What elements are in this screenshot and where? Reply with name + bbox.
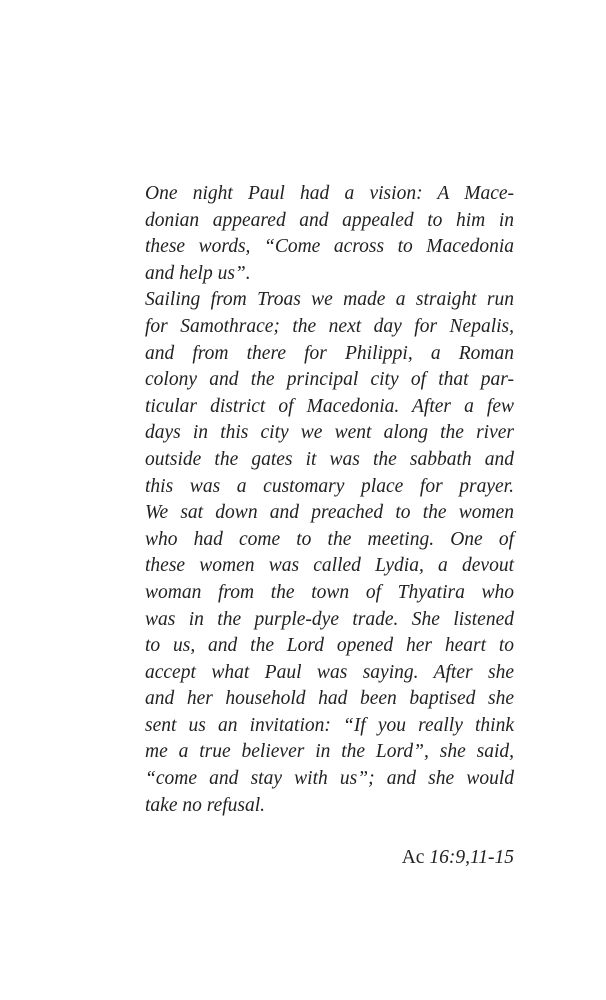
text-line: and help us”. [145, 262, 251, 284]
text-line: was in the purple-dye trade. She listened [145, 608, 514, 630]
text-line: ticular district of Macedonia. After a few [145, 395, 514, 417]
text-line: woman from the town of Thyatira who [145, 581, 514, 603]
text-line: “come and stay with us”; and she would [145, 768, 514, 790]
passage-text [145, 181, 514, 819]
text-line: Sailing from Troas we made a straight run [145, 289, 514, 311]
text-line: One night Paul had a vision: A Mace- [145, 183, 514, 204]
text-line: accept what Paul was saying. After she [145, 661, 514, 683]
scripture-reference [402, 847, 514, 869]
text-line: and from there for Philippi, a Roman [145, 342, 514, 364]
text-line: for Samothrace; the next day for Nepalis, [145, 315, 514, 337]
text-line: this was a customary place for prayer. [145, 475, 514, 497]
text-line: outside the gates it was the sabbath and [145, 448, 514, 470]
text-line: We sat down and preached to the women [145, 502, 514, 524]
text-line: and her household had been baptised she [145, 688, 514, 710]
text-line: to us, and the Lord opened her heart to [145, 635, 514, 657]
text-line: these words, “Come across to Macedonia [145, 236, 514, 258]
text-line: days in this city we went along the river [145, 422, 514, 444]
text-line: me a true believer in the Lord”, she said, [145, 741, 514, 763]
text-line: who had come to the meeting. One of [145, 528, 514, 550]
text-line: take no refusal. [145, 794, 266, 816]
reference-book: Ac [401, 847, 425, 868]
text-line: sent us an invitation: “If you really think [145, 714, 514, 736]
text-line: these women was called Lydia, a devout [145, 555, 514, 577]
reference-verses: 16:9,11-15 [429, 847, 514, 868]
text-line: colony and the principal city of that par- [145, 369, 514, 391]
text-line: donian appeared and appealed to him in [145, 209, 514, 231]
